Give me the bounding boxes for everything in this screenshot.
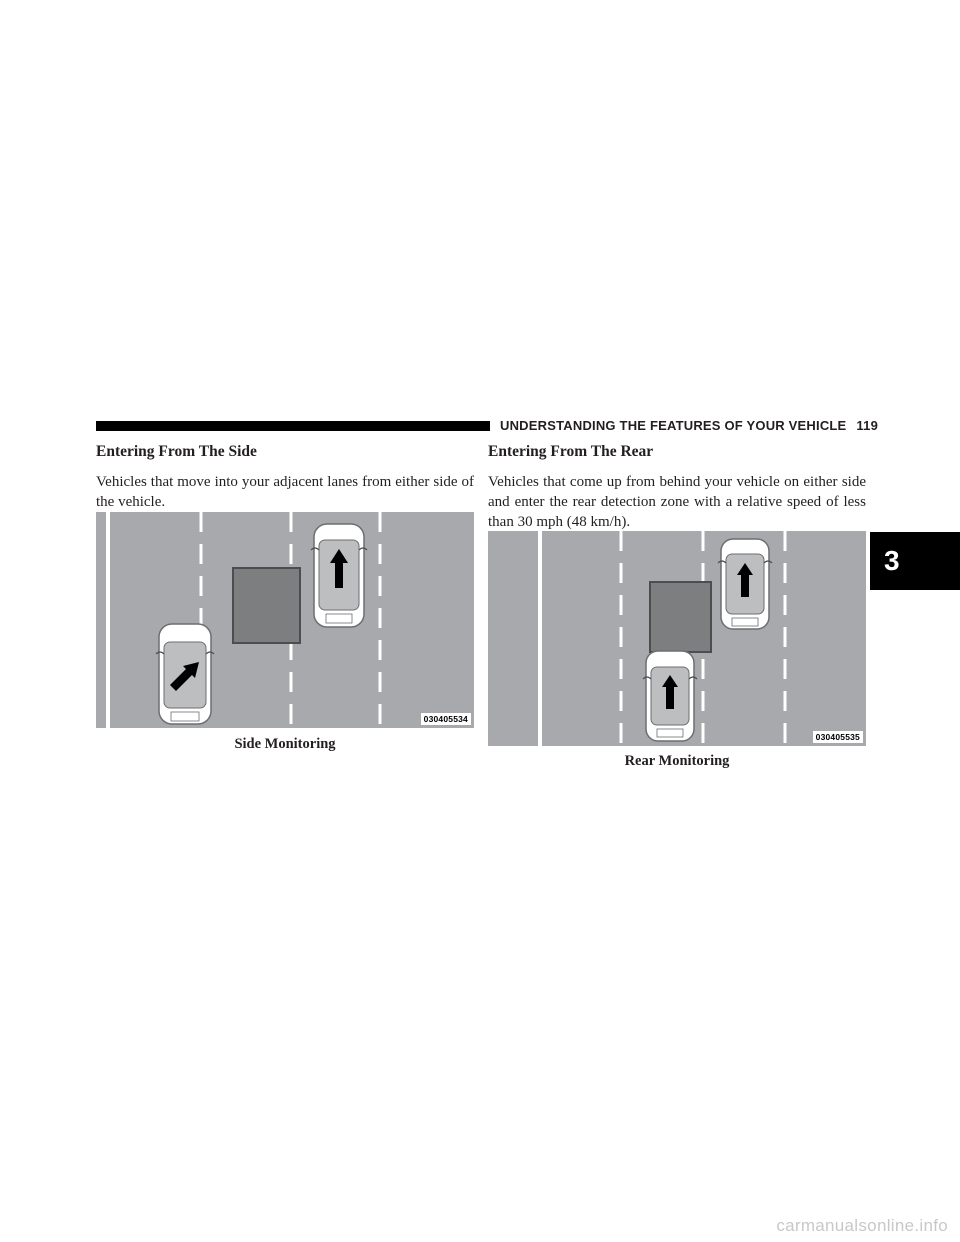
section-heading: Entering From The Side <box>96 443 257 460</box>
side-monitoring-illustration <box>96 512 474 728</box>
detection-zone <box>650 582 711 652</box>
chapter-tab: 3 <box>870 532 960 590</box>
car-icon <box>156 624 214 724</box>
road-edge-line <box>538 531 542 746</box>
figure-id: 030405534 <box>421 713 471 725</box>
road-diagram <box>96 512 474 728</box>
figure-caption: Side Monitoring <box>234 736 336 752</box>
detection-zone <box>233 568 300 643</box>
road-diagram <box>488 531 866 746</box>
watermark: carmanualsonline.info <box>776 1216 948 1235</box>
figure-id: 030405535 <box>813 731 863 743</box>
header-rule <box>96 421 490 431</box>
section-body: Vehicles that come up from behind your vehicle on either side and enter the rear detection zone with a relative speed of less than 30 mph (48 km/h). <box>488 474 866 530</box>
road-edge-line <box>106 512 110 728</box>
section-entering-from-rear <box>488 442 866 532</box>
car-icon <box>311 524 367 627</box>
running-header <box>500 418 878 433</box>
car-icon <box>643 651 697 741</box>
figure-caption: Rear Monitoring <box>624 753 730 769</box>
section-body: Vehicles that move into your adjacent lanes from either side of the vehicle. <box>96 474 474 510</box>
rear-monitoring-illustration <box>488 531 866 746</box>
section-heading: Entering From The Rear <box>488 443 654 460</box>
car-icon <box>718 539 772 629</box>
header-title: UNDERSTANDING THE FEATURES OF YOUR VEHICLE <box>500 418 847 433</box>
page-number: 119 <box>856 418 878 433</box>
section-entering-from-side <box>96 442 474 512</box>
